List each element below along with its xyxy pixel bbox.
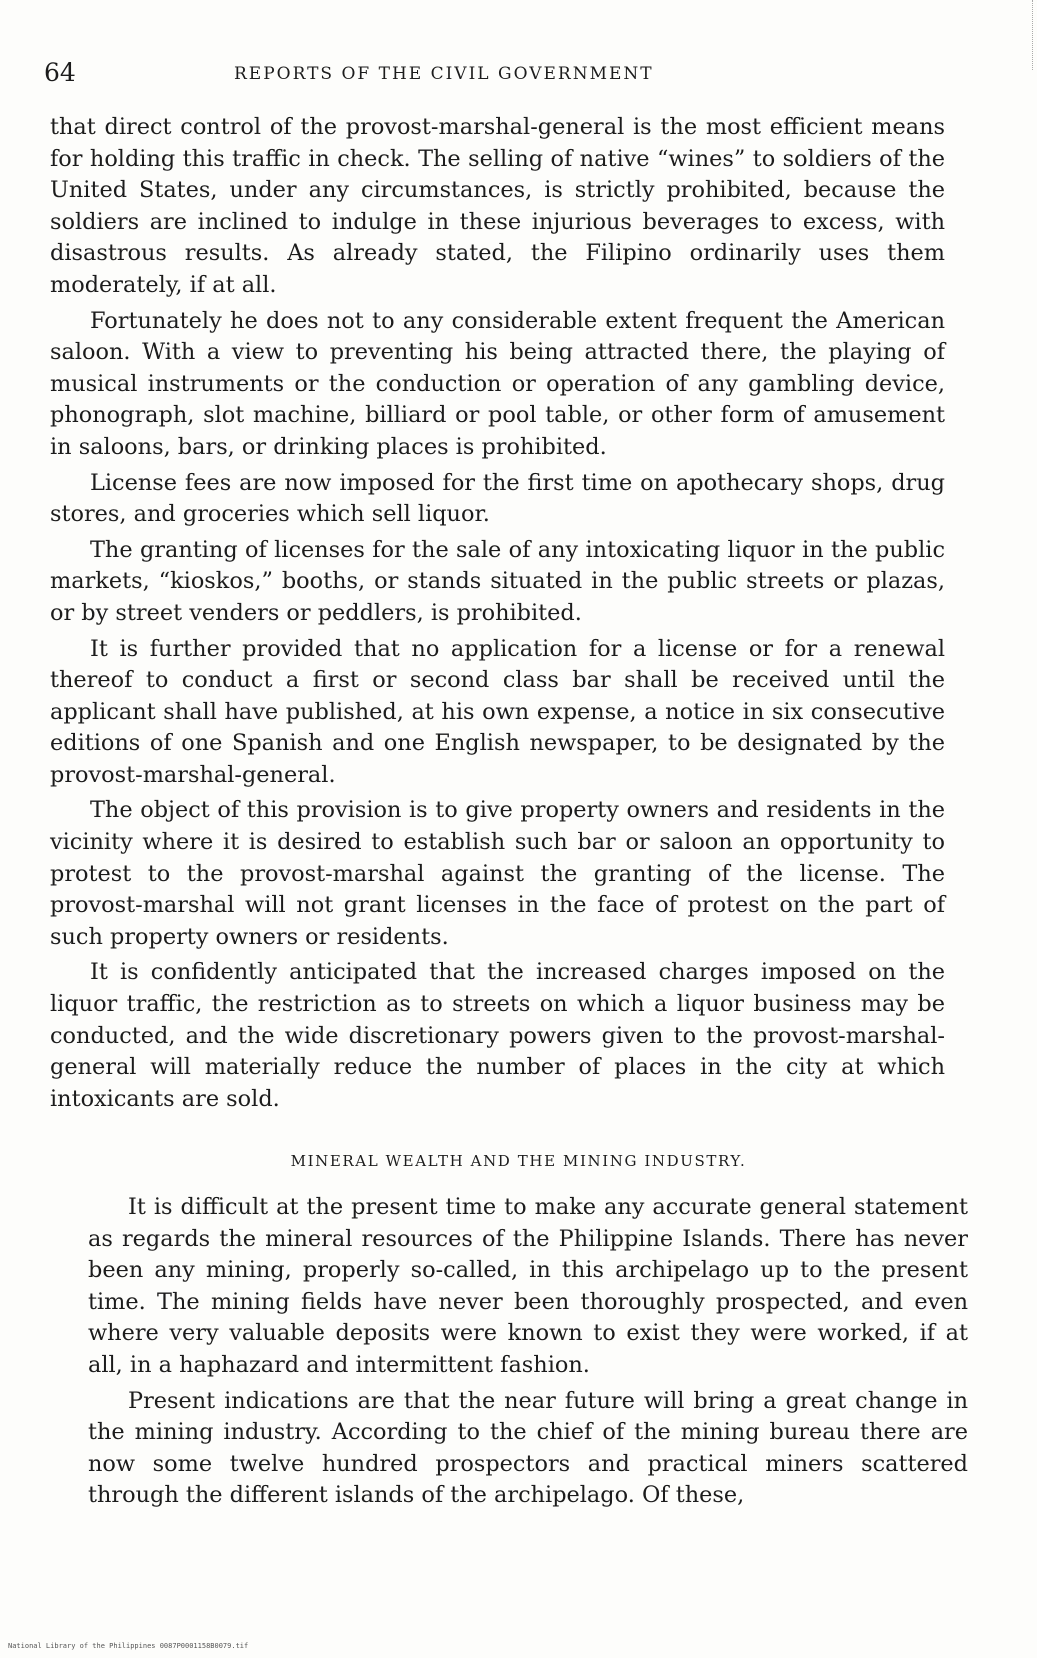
paragraph-licenses-markets: The granting of licenses for the sale of any intoxicating liquor in the public markets, “kioskos,” booths, or stands situated in the public streets or plazas, or by street venders or peddlers, is prohibited. xyxy=(50,536,945,626)
paragraph-application: It is further provided that no application for a license or for a renewal thereof to conduct a first or second class bar shall be received until the applicant shall have published, at his own expense, a notice in six consecutive editions of one Spanish and one English newspaper, to be designated by the provost-marshal-general. xyxy=(50,635,945,788)
page-number: 64 xyxy=(44,58,76,87)
paragraph-object: The object of this provision is to give property owners and residents in the vicinity where it is desired to establish such bar or saloon an opportunity to protest to the provost-marshal against the granting of the license. The provost-marshal will not grant licenses in the face of protest on the part of such property owners or residents. xyxy=(50,797,945,950)
paragraph-mineral-resources: It is difficult at the present time to make any accurate general statement as regards the mineral resources of the Philippine Islands. There has never been any mining, properly so-called, in this archipelago up to the present time. The mining fields have never been thoroughly prospected, and even where very valuable deposits were known to exist they were worked, if at all, in a haphazard and intermittent fashion. xyxy=(88,1194,968,1378)
scan-footer: National Library of the Philippines 0087P0001158B0079.tif xyxy=(8,1642,249,1650)
page-header xyxy=(44,58,954,92)
running-head: REPORTS OF THE CIVIL GOVERNMENT xyxy=(234,64,654,84)
paragraph-anticipated: It is confidently anticipated that the increased charges imposed on the liquor traffic, the restriction as to streets on which a liquor business may be conducted, and the wide discretionary powers given to the provost-marshal-general will materially reduce the number of places in the city at which intoxicants are sold. xyxy=(50,959,945,1112)
section-heading: MINERAL WEALTH AND THE MINING INDUSTRY. xyxy=(290,1152,747,1170)
paragraph-mining-industry: Present indications are that the near future will bring a great change in the mining industry. According to the chief of the mining bureau there are now some twelve hundred prospectors and practical miners scattered through the different islands of the archipelago. Of these, xyxy=(88,1387,968,1509)
body-text-upper xyxy=(50,112,945,1119)
scan-edge-mark xyxy=(1024,0,1033,70)
paragraph-saloon: Fortunately he does not to any considerable extent frequent the American saloon. With a view to preventing his being attracted there, the playing of musical instruments or the conduction or operation of any gambling device, phonograph, slot machine, billiard or pool table, or other form of amusement in saloons, bars, or drinking places is prohibited. xyxy=(50,307,945,460)
body-text-lower xyxy=(88,1192,968,1516)
paragraph-continuation: that direct control of the provost-marshal-general is the most efficient means for holding this traffic in check. The selling of native “wines” to soldiers of the United States, under any circumstances, is strictly prohibited, because the soldiers are inclined to indulge in these injurious beverages to excess, with disastrous results. As already stated, the Filipino ordinarily uses them moderately, if at all. xyxy=(50,114,945,298)
paragraph-license-fees: License fees are now imposed for the first time on apothecary shops, drug stores, and groceries which sell liquor. xyxy=(50,469,945,528)
